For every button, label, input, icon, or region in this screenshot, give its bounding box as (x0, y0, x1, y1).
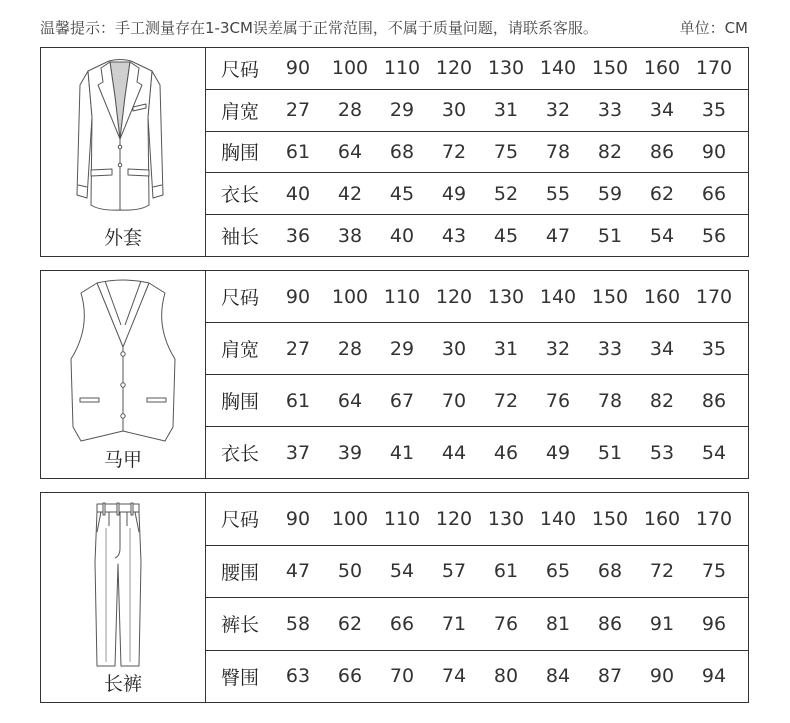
measurement-value: 160 (643, 57, 681, 80)
size-rows (206, 271, 748, 478)
measurement-value: 86 (597, 612, 623, 635)
measurement-value: 54 (701, 441, 727, 464)
measurement-value: 140 (539, 57, 577, 80)
measurement-value: 44 (441, 441, 467, 464)
measurement-value: 90 (285, 285, 311, 308)
measurement-label: 胸围 (221, 391, 260, 413)
vest-icon (67, 277, 179, 445)
measurement-value: 90 (701, 140, 727, 163)
measurement-label: 臀围 (221, 666, 260, 689)
measurement-label: 肩宽 (221, 339, 260, 361)
jacket-icon (74, 57, 166, 217)
pants-icon (93, 502, 143, 670)
measurement-value: 27 (285, 99, 311, 122)
measurement-value: 120 (435, 285, 473, 308)
measurement-value: 86 (649, 140, 675, 163)
measurement-label: 尺码 (221, 509, 260, 532)
measurement-value: 54 (389, 560, 415, 583)
measurement-value: 160 (643, 507, 681, 530)
measurement-value: 28 (337, 337, 363, 360)
measurement-value: 90 (649, 665, 675, 688)
measurement-value: 130 (487, 57, 525, 80)
measurement-value: 46 (493, 441, 519, 464)
measurement-label: 衣长 (221, 443, 260, 465)
measurement-value: 49 (545, 441, 571, 464)
measurement-value: 33 (597, 337, 623, 360)
measurement-value: 35 (701, 337, 727, 360)
measurement-value: 72 (441, 140, 467, 163)
measurement-value: 140 (539, 507, 577, 530)
measurement-value: 91 (649, 612, 675, 635)
measurement-value: 90 (285, 57, 311, 80)
measurement-value: 45 (389, 182, 415, 205)
garment-cell (41, 271, 206, 478)
measurement-value: 40 (389, 224, 415, 247)
measurement-value: 32 (545, 337, 571, 360)
measurement-value: 110 (383, 57, 421, 80)
measurement-value: 51 (597, 441, 623, 464)
measurement-value: 66 (701, 182, 727, 205)
measurement-label: 衣长 (221, 184, 260, 207)
unit-label: 单位：CM (679, 19, 748, 37)
measurement-value: 70 (389, 665, 415, 688)
measurement-value: 72 (493, 389, 519, 412)
measurement-value: 47 (545, 224, 571, 247)
measurement-value: 87 (597, 665, 623, 688)
measurement-value: 100 (331, 285, 369, 308)
measurement-label: 裤长 (221, 614, 260, 637)
size-row (206, 172, 748, 214)
size-row (206, 650, 748, 703)
measurement-value: 54 (649, 224, 675, 247)
size-row (206, 131, 748, 173)
measurement-label: 尺码 (221, 287, 260, 309)
measurement-value: 61 (493, 560, 519, 583)
measurement-value: 35 (701, 99, 727, 122)
measurement-value: 30 (441, 99, 467, 122)
measurement-value: 150 (591, 285, 629, 308)
measurement-value: 170 (695, 285, 733, 308)
measurement-value: 130 (487, 507, 525, 530)
measurement-value: 61 (285, 389, 311, 412)
measurement-value: 86 (701, 389, 727, 412)
measurement-value: 70 (441, 389, 467, 412)
measurement-value: 64 (337, 140, 363, 163)
garment-label: 马甲 (103, 449, 142, 471)
measurement-value: 90 (285, 507, 311, 530)
measurement-value: 45 (493, 224, 519, 247)
measurement-value: 82 (649, 389, 675, 412)
measurement-value: 94 (701, 665, 727, 688)
measurement-value: 75 (493, 140, 519, 163)
measurement-value: 78 (545, 140, 571, 163)
measurement-value: 62 (649, 182, 675, 205)
measurement-value: 65 (545, 560, 571, 583)
measurement-value: 80 (493, 665, 519, 688)
measurement-value: 78 (597, 389, 623, 412)
measurement-value: 50 (337, 560, 363, 583)
size-row (206, 89, 748, 131)
measurement-value: 28 (337, 99, 363, 122)
measurement-value: 96 (701, 612, 727, 635)
measurement-label: 腰围 (221, 561, 260, 584)
size-rows (206, 493, 748, 702)
measurement-value: 34 (649, 99, 675, 122)
measurement-value: 43 (441, 224, 467, 247)
measurement-value: 61 (285, 140, 311, 163)
measurement-label: 尺码 (221, 58, 260, 81)
measurement-value: 51 (597, 224, 623, 247)
size-row (206, 48, 748, 89)
size-row (206, 426, 748, 478)
measurement-value: 150 (591, 57, 629, 80)
garment-cell (41, 48, 206, 256)
measurement-value: 29 (389, 99, 415, 122)
measurement-value: 100 (331, 57, 369, 80)
size-row (206, 597, 748, 650)
measurement-label: 袖长 (221, 226, 260, 249)
measurement-value: 120 (435, 507, 473, 530)
measurement-value: 76 (545, 389, 571, 412)
measurement-value: 140 (539, 285, 577, 308)
measurement-notice: 温馨提示：手工测量存在1-3CM误差属于正常范围，不属于质量问题，请联系客服。 (40, 19, 598, 37)
measurement-value: 68 (597, 560, 623, 583)
garment-label: 外套 (103, 227, 142, 249)
measurement-value: 160 (643, 285, 681, 308)
size-row (206, 214, 748, 256)
measurement-value: 82 (597, 140, 623, 163)
pants-size-table (40, 492, 749, 703)
measurement-value: 110 (383, 507, 421, 530)
measurement-value: 27 (285, 337, 311, 360)
measurement-value: 72 (649, 560, 675, 583)
measurement-value: 52 (493, 182, 519, 205)
measurement-value: 36 (285, 224, 311, 247)
measurement-value: 55 (545, 182, 571, 205)
measurement-value: 64 (337, 389, 363, 412)
size-row (206, 374, 748, 426)
measurement-value: 62 (337, 612, 363, 635)
measurement-value: 53 (649, 441, 675, 464)
measurement-value: 39 (337, 441, 363, 464)
measurement-value: 130 (487, 285, 525, 308)
measurement-label: 肩宽 (221, 100, 260, 123)
measurement-value: 32 (545, 99, 571, 122)
measurement-value: 170 (695, 57, 733, 80)
measurement-value: 120 (435, 57, 473, 80)
measurement-value: 100 (331, 507, 369, 530)
vest-size-table (40, 270, 749, 479)
measurement-value: 76 (493, 612, 519, 635)
measurement-value: 34 (649, 337, 675, 360)
measurement-value: 42 (337, 182, 363, 205)
measurement-value: 74 (441, 665, 467, 688)
measurement-value: 63 (285, 665, 311, 688)
measurement-value: 57 (441, 560, 467, 583)
measurement-value: 84 (545, 665, 571, 688)
measurement-value: 170 (695, 507, 733, 530)
size-row (206, 271, 748, 322)
garment-label: 长裤 (103, 673, 142, 695)
measurement-value: 33 (597, 99, 623, 122)
jacket-size-table (40, 47, 749, 257)
measurement-label: 胸围 (221, 142, 260, 165)
measurement-value: 41 (389, 441, 415, 464)
measurement-value: 38 (337, 224, 363, 247)
measurement-value: 37 (285, 441, 311, 464)
measurement-value: 150 (591, 507, 629, 530)
measurement-value: 81 (545, 612, 571, 635)
measurement-value: 75 (701, 560, 727, 583)
size-row (206, 545, 748, 598)
measurement-value: 40 (285, 182, 311, 205)
measurement-value: 110 (383, 285, 421, 308)
garment-cell (41, 493, 206, 702)
measurement-value: 59 (597, 182, 623, 205)
measurement-value: 68 (389, 140, 415, 163)
size-row (206, 493, 748, 545)
measurement-value: 67 (389, 389, 415, 412)
measurement-value: 30 (441, 337, 467, 360)
size-row (206, 322, 748, 374)
size-rows (206, 48, 748, 256)
measurement-value: 31 (493, 99, 519, 122)
measurement-value: 49 (441, 182, 467, 205)
measurement-value: 47 (285, 560, 311, 583)
measurement-value: 31 (493, 337, 519, 360)
measurement-value: 58 (285, 612, 311, 635)
measurement-value: 56 (701, 224, 727, 247)
measurement-value: 66 (389, 612, 415, 635)
measurement-value: 71 (441, 612, 467, 635)
measurement-value: 29 (389, 337, 415, 360)
measurement-value: 66 (337, 665, 363, 688)
